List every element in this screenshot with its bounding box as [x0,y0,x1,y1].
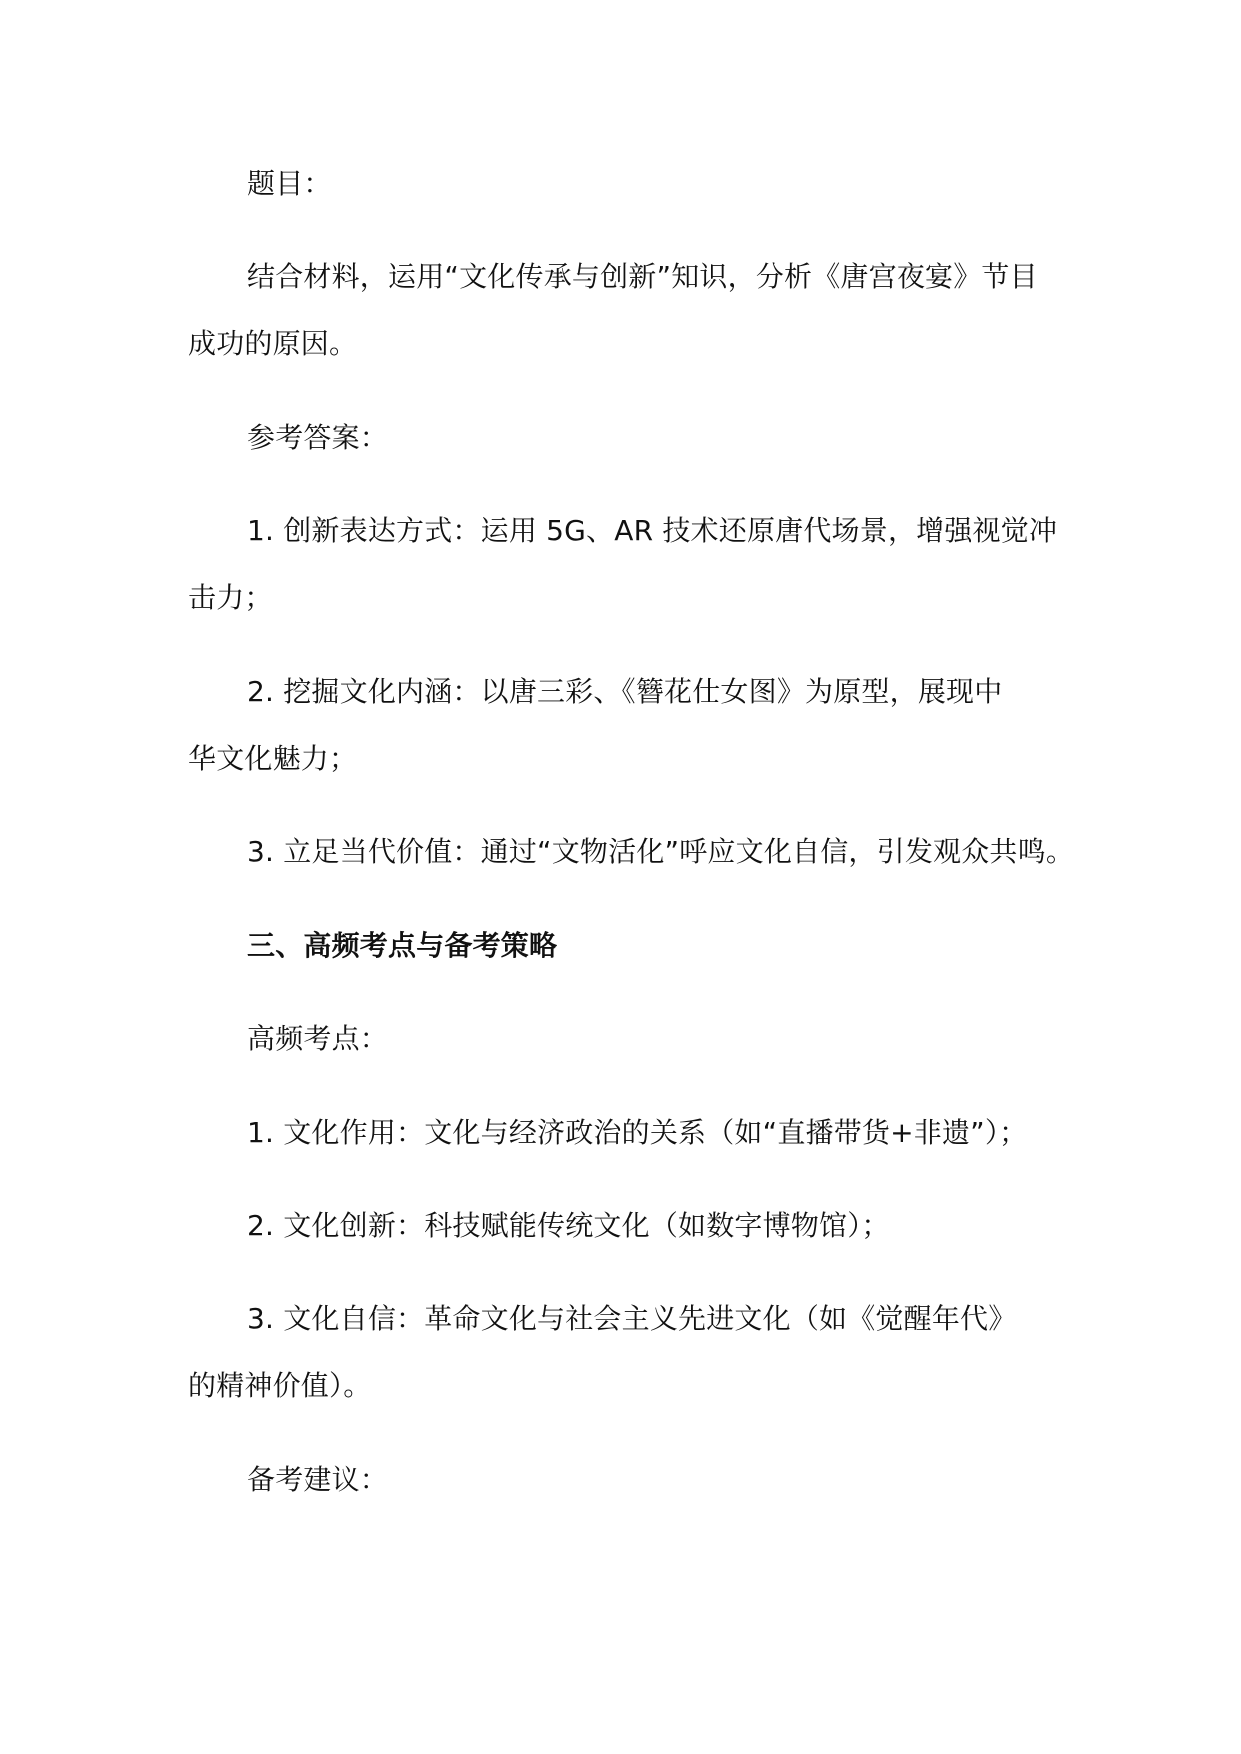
hotspot-item-1-line-1: 1. 文化作用：文化与经济政治的关系（如“直播带货+非遗”）； [247,1116,1028,1149]
hotspot-item-2-line-1: 2. 文化创新：科技赋能传统文化（如数字博物馆）； [247,1209,890,1242]
question-text-line-2: 成功的原因。 [188,327,358,360]
question-text-line-1: 结合材料，运用“文化传承与创新”知识，分析《唐宫夜宴》节目 [247,260,1038,293]
advice-label: 备考建议： [247,1463,389,1496]
section-heading: 三、高频考点与备考策略 [247,929,558,962]
answer-label: 参考答案： [247,421,389,454]
answer-item-2-line-1: 2. 挖掘文化内涵：以唐三彩、《簪花仕女图》为原型，展现中 [247,675,1003,708]
answer-item-3-line-1: 3. 立足当代价值：通过“文物活化”呼应文化自信，引发观众共鸣。 [247,835,1075,868]
hotspots-label: 高频考点： [247,1022,389,1055]
hotspot-item-3-line-2: 的精神价值）。 [188,1369,372,1402]
question-label: 题目： [247,167,332,200]
answer-item-1-line-1: 1. 创新表达方式：运用 5G、AR 技术还原唐代场景，增强视觉冲 [247,514,1058,547]
answer-item-2-line-2: 华文化魅力； [188,742,358,775]
hotspot-item-3-line-1: 3. 文化自信：革命文化与社会主义先进文化（如《觉醒年代》 [247,1302,1017,1335]
answer-item-1-line-2: 击力； [188,581,273,614]
